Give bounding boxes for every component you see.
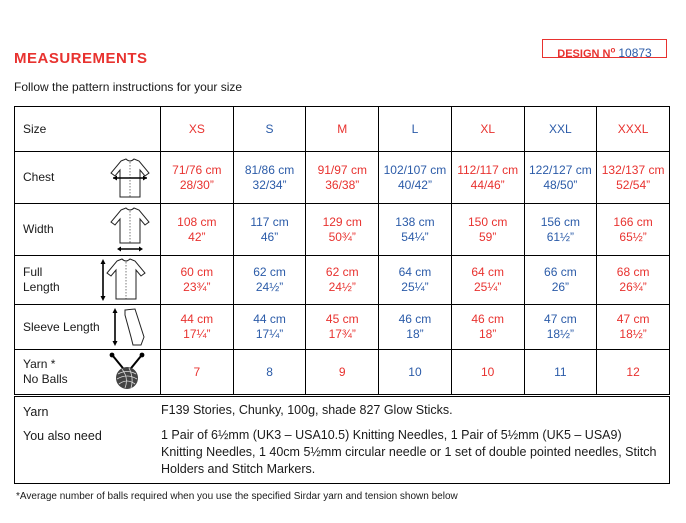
width-value: 108 cm 42” [161,204,234,256]
sleeve-value: 44 cm 17¼” [161,305,234,350]
page-title: MEASUREMENTS [14,50,148,67]
length-value: 64 cm 25¼” [451,256,524,305]
balls-row-label: Yarn * No Balls [15,350,161,395]
design-number: 10873 [618,45,652,60]
size-header: L [379,107,452,152]
sleeve-value: 47 cm 18½” [597,305,670,350]
chest-row [15,152,670,204]
chest-value: 112/117 cm 44/46” [451,152,524,204]
length-value: 62 cm 24½” [233,256,306,305]
yarn-value: F139 Stories, Chunky, 100g, shade 827 Glow Sticks. [161,403,453,417]
design-number-box [542,39,667,58]
balls-value: 10 [379,350,452,395]
balls-value: 11 [524,350,597,395]
length-value: 64 cm 25¼” [379,256,452,305]
chest-value: 81/86 cm 32/34” [233,152,306,204]
balls-value: 9 [306,350,379,395]
design-label: DESIGN $N^o$ [557,45,616,60]
sleeve-length-icon [111,307,147,347]
size-row-label: Size [15,107,161,152]
yarn-label: Yarn [23,405,49,419]
sweater-width-icon [109,207,151,253]
sleeve-value: 46 cm 18” [379,305,452,350]
width-value: 117 cm 46” [233,204,306,256]
length-value: 68 cm 26¾” [597,256,670,305]
width-value: 150 cm 59” [451,204,524,256]
size-header: XL [451,107,524,152]
width-value: 138 cm 54¼” [379,204,452,256]
chest-row-label: Chest [15,152,161,204]
sleeve-row-label: Sleeve Length [15,305,161,350]
width-value: 129 cm 50¾” [306,204,379,256]
chest-value: 132/137 cm 52/54” [597,152,670,204]
width-value: 156 cm 61½” [524,204,597,256]
also-need-value: 1 Pair of 6½mm (UK3 – USA10.5) Knitting Needles, 1 Pair of 5½mm (UK5 – USA9) Knitting Needles, 1 40cm 5½mm circular needle or 1 set of double pointed needles, Stitch Holders and Stitch Markers. [161,428,657,476]
sleeve-value: 46 cm 18” [451,305,524,350]
size-header: XS [161,107,234,152]
also-need-label: You also need [23,429,102,443]
footnote: *Average number of balls required when you use the specified Sirdar yarn and tension shown below [16,491,458,502]
chest-value: 102/107 cm 40/42” [379,152,452,204]
balls-row [15,350,670,395]
chest-value: 122/127 cm 48/50” [524,152,597,204]
sweater-length-icon [99,258,147,302]
length-value: 66 cm 26” [524,256,597,305]
size-header: XXL [524,107,597,152]
size-row [15,107,670,152]
length-value: 62 cm 24½” [306,256,379,305]
sleeve-value: 47 cm 18½” [524,305,597,350]
chest-value: 91/97 cm 36/38” [306,152,379,204]
measurements-table [14,106,670,395]
intro-text: Follow the pattern instructions for your size [14,80,243,94]
yarn-ball-needles-icon [107,352,147,392]
length-row-label: Full Length [15,256,161,305]
balls-value: 8 [233,350,306,395]
sleeve-value: 44 cm 17¼” [233,305,306,350]
size-header: S [233,107,306,152]
sweater-chest-icon [109,157,151,199]
chest-value: 71/76 cm 28/30” [161,152,234,204]
balls-value: 10 [451,350,524,395]
size-header: XXXL [597,107,670,152]
length-row [15,256,670,305]
materials-box [14,396,670,484]
balls-value: 12 [597,350,670,395]
length-value: 60 cm 23¾” [161,256,234,305]
sleeve-row [15,305,670,350]
balls-value: 7 [161,350,234,395]
size-header: M [306,107,379,152]
width-row [15,204,670,256]
width-value: 166 cm 65½” [597,204,670,256]
sleeve-value: 45 cm 17¾” [306,305,379,350]
width-row-label: Width [15,204,161,256]
